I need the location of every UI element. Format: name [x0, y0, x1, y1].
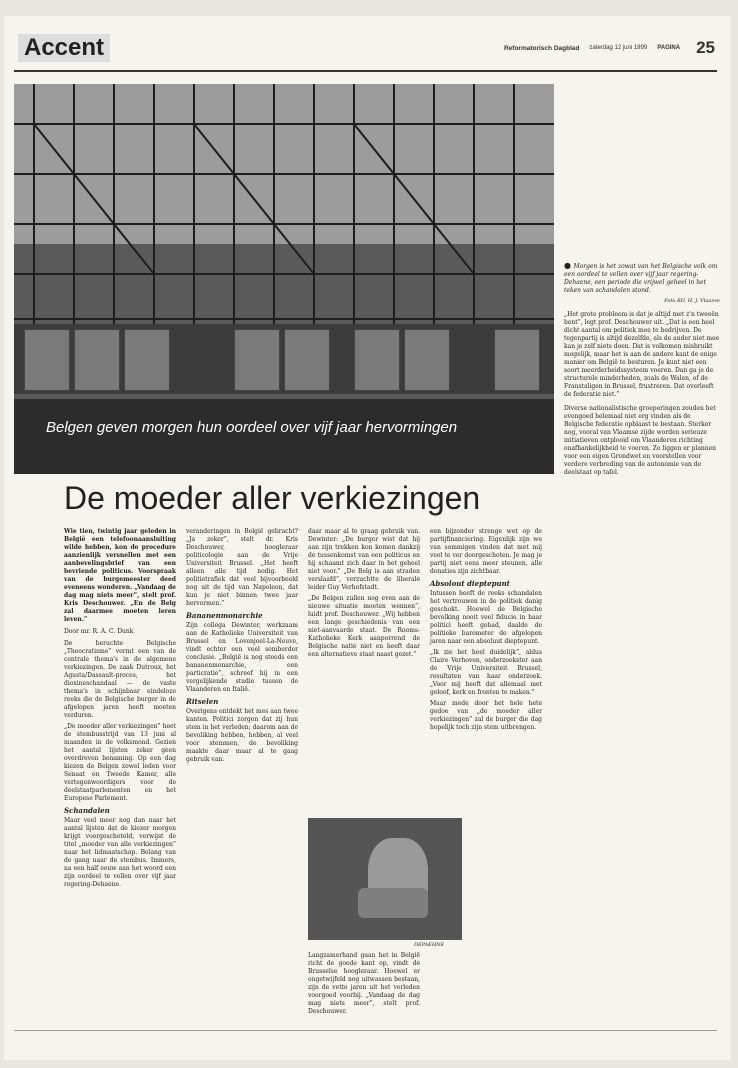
paragraph: „De Belgen zullen nog even aan de nieuwe situatie moeten wennen”, luidt prof. Deschouwer. „Wij hebben een lange geschiedenis van een niet-aanvaarde staat. De Rooms-Katholieke Kerk aanporrend de Belgische natie niet en heeft daar een alternatieve staat naast gezet.” [308, 595, 420, 658]
bullet-icon: ● [564, 261, 574, 270]
election-poster [494, 329, 540, 391]
article-column-2 [186, 528, 298, 767]
portrait-photo [308, 818, 462, 940]
byline: Door mr. R. A. C. Dunk [64, 628, 134, 635]
election-poster [404, 329, 450, 391]
sidebar-paragraph: „Het grote probleem is dat je altijd met z'n tweeën bent”, legt prof. Deschouwer uit. „Dat is een heel dicht aantal om politiek mee te bedrijven. De tegenpartij is altijd dezelfde, als de ander niet mee kan je zelf niets doen. Dat is volkomen misbruikt mogelijk, maar het is aan de andere kant de enige manier om België te besturen. Je kunt niet een soort meerderheidssysteem voeren. Dan ga je de structurele minderheden, zoals de Walen, of de Franstaligen in Brussel, frustreren. Dat overleeft de federatie niet.” [564, 311, 720, 398]
publication-date: zaterdag 12 juni 1999 [589, 45, 648, 51]
paragraph: veranderingen in België gebracht? „Ja zeker”, stelt dr. Kris Deschouwer, hoogleraar politicologie aan de Vrije Universiteit Brussel. „Het heeft alleen alle tijd nodig. Het politietrafiek dat veel bijvoorbeeld nog uit de tijd van Napoleon, dat kun je niet binnen twee jaar hervormen.” [186, 528, 298, 607]
article-headline: De moeder aller verkiezingen [64, 480, 481, 516]
pull-quote-text: Morgen is het zowat van het Belgische volk om een oordeel te vellen over vijf jaar regering-Dehaene, een periode die vrijwel geheel in het teken van schandalen stond. [564, 263, 718, 294]
subheading: Absolout dieptepunt [430, 579, 510, 588]
paragraph: De beruchte Belgische „Theocratisme” vormt een van de centrale thema's in de algemene verkiezingen. De zaak Dutroux, het Agusta/Dassault-proces, het dioxineschandaal — de vaste thema's in schijnbaar eindeloze reeks die de Belgische burger in de afgelopen jaren heeft moeten verduren. [64, 640, 176, 719]
article-column-3-lower [308, 952, 420, 1019]
paragraph: „Ik zie het heel duidelijk”, aldus Claire Verhoven, onderzoekster aan de Vrije Universiteit Brussel, resultaten van haar onderzoek. „Voor mij heeft dat allemaal met geloof, kerk en fronten te maken.” [430, 649, 542, 696]
subheading: Schandalen [64, 806, 110, 815]
paragraph: Zijn collega Dewinter, werkzaam aan de Katholieke Universiteit van Brussel en Lovenjoel-La-Neuve, vindt echter een veel somberder conclusie. „België is nog steeds een bananenmonarchie, een particratie”, schreef hij in een vergelijkende studie tussen de Vlaanderen en Italië. [186, 622, 298, 693]
election-poster [74, 329, 120, 391]
election-poster [354, 329, 400, 391]
election-poster [124, 329, 170, 391]
article-column-3 [308, 528, 420, 662]
paragraph: „De moeder aller verkiezingen” heet de stembusstrijd van 13 juni al maanden in de volksmond. Gezien het aantal lijsten zeker geen overdreven benaming. Op een dag kiezen de Belgen zowel leden voor Senaat en Tweede Kamer, alle vertegenwoordigers voor de deelstaatparlementen en het Europese Parlement. [64, 723, 176, 802]
scaffolding-graphic [14, 84, 554, 334]
paragraph: Maar mede door het hele hete gedoe van „de moeder aller verkiezingen” zal de burger die dag hopelijk toch zijn stem uitbrengen. [430, 700, 542, 731]
photo-credit: Foto RD, H. J. Vlaanse [664, 298, 720, 304]
article-intro: Wie tien, twintig jaar geleden in België een telefoonaansluiting wilde hebben, kon de procedure aanzienlijk versnellen met een aanbevelingsbrief van een bevriende politicus. Voorspraak van de burgemeester deed eveneens wonderen. „Vandaag de dag mag niets meer”, stelt prof. Kris Deschouwer. „En de Belg zal daarmee moeten leren leven.” [64, 528, 176, 623]
paragraph: daar maar al te graag gebruik van. Dewinter: „De burger wist dat hij aan zijn trekken kon komen dankzij de tussenkomst van een politicus en hij schaamt zich daar in het geheel niet voor.” „De Belg is aan straden verslaafd”, verzuchtte de liberale leider Guy Verhofstadt. [308, 528, 420, 591]
paragraph: een bijzonder strenge wet op de partijfinanciering. Eigenlijk zijn we van sommigen vinden dat met mij veel te ver doorgeschoten. Je mag je partij niet eens meer steunen, alle donaties zijn zichtbaar. [430, 528, 542, 575]
section-title: Accent [18, 34, 110, 62]
lead-photo [14, 84, 554, 474]
street [14, 399, 554, 474]
header-meta [504, 38, 715, 58]
page-label: PAGINA [657, 45, 681, 51]
article-column-1 [64, 528, 176, 892]
page-header [14, 30, 717, 72]
sidebar-paragraph: Diverse nationalistische groeperingen zouden het evengoed helemaal niet erg vinden als de Belgische federatie opblaast te bestaan. Sterker nog, vooral van Vlaamse zijde worden serieuze initiatieven ontplooid om Vlaanderen richting onafhankelijkheid te voeren. Zo liggen er plannen voor een eigen Grondwet en voorstellen voor verdere verbreding van de autonomie van de deelstaat op tafel. [564, 405, 717, 476]
paragraph: Langzamerhand gaan het in België richt de goede kant op, vindt de Brusselse hoogleraar. Hoewel er ongetwijfeld nog uitwassen bestaan, zijn de vette jaren uit het verleden voorgoed voorbij. „Vandaag de dag mag niets meer”, stelt prof. Deschouwer. [308, 952, 420, 1015]
portrait-hand [358, 888, 428, 918]
paragraph: Overigens ontdekt het mes aan twee kanten. Politici zorgen dat zij hun stem in het verleden; daarom aan de bevoliking hebben, hebben, al veel voor stemmen, de bevoliking maakte daar maar al te gaag gebruik van. [186, 708, 298, 763]
photo-caption: Belgen geven morgen hun oordeel over vijf jaar hervormingen [46, 419, 458, 436]
pull-quote [564, 262, 720, 295]
portrait-credit: DEPAEHNE [414, 942, 445, 948]
election-poster [284, 329, 330, 391]
article-body [64, 528, 544, 1028]
newspaper-name: Reformatorisch Dagblad [503, 44, 580, 52]
page-footer-rule [14, 1030, 717, 1031]
election-poster [234, 329, 280, 391]
sidebar-column [564, 262, 720, 483]
subheading: Bananenmonarchie [186, 611, 263, 620]
election-poster [24, 329, 70, 391]
paragraph: Maar veel meer nog dan naar het aantal lijsten dat de kiezer morgen krijgt voorgeschoteld, verwijst de titel „moeder van alle verkiezingen” naar het lidmaatschap. Belang van de gang naar de stembus. Immers, na een half eeuw aan het woord een zijn oordeel te vellen over vijf jaar regering-Dehaene. [64, 817, 176, 888]
subheading: Ritselen [186, 697, 219, 706]
article-column-4 [430, 528, 542, 735]
paragraph: Intussen heeft de reeks schandalen het vertrouwen in de politiek danig geschokt. Hoewel de Belgische bevolking nooit veel fiducie in haar politici heeft gehad, daalde de politieke barometer de afgelopen jaren naar een absoluut dieptepunt. [430, 590, 542, 645]
page-number: 25 [696, 38, 715, 57]
